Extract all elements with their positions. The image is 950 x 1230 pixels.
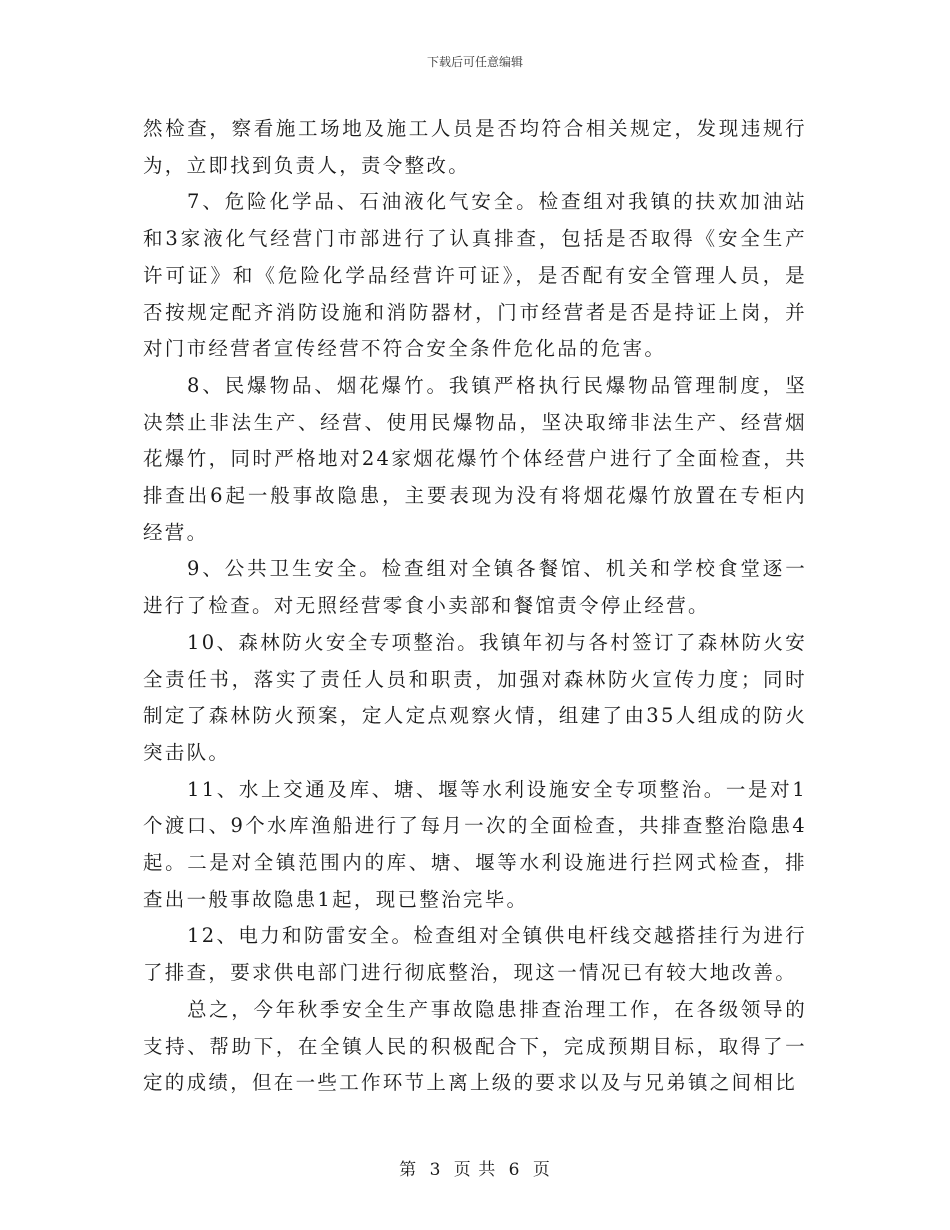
total-page-count: 6 — [508, 1160, 521, 1180]
paragraph: 10、森林防火安全专项整治。我镇年初与各村签订了森林防火安全责任书，落实了责任人员和职责，加强对森林防火宣传力度；同时制定了森林防火预案，定人定点观察火情，组建了由35人组成的防火突击队。 — [143, 630, 807, 764]
paragraph: 11、水上交通及库、塘、堰等水利设施安全专项整治。一是对1个渡口、9个水库渔船进行了每月一次的全面检查，共排查整治隐患4起。二是对全镇范围内的库、塘、堰等水利设施进行拦网式检查，排查出一般事故隐患1起，现已整治完毕。 — [143, 777, 807, 911]
paragraph: 9、公共卫生安全。检查组对全镇各餐馆、机关和学校食堂逐一进行了检查。对无照经营零食小卖部和餐馆责令停止经营。 — [143, 557, 807, 618]
footer-suffix: 页 — [532, 1160, 551, 1180]
page-footer — [0, 1155, 950, 1180]
footer-prefix: 第 — [399, 1160, 418, 1180]
paragraph: 总之，今年秋季安全生产事故隐患排查治理工作，在各级领导的支持、帮助下，在全镇人民的积极配合下，完成预期目标，取得了一定的成绩，但在一些工作环节上离上级的要求以及与兄弟镇之间相比 — [143, 997, 807, 1095]
page-header: 下载后可任意编辑 — [426, 55, 523, 69]
paragraph: 12、电力和防雷安全。检查组对全镇供电杆线交越搭挂行为进行了排查，要求供电部门进行彻底整治，现这一情况已有较大地改善。 — [143, 924, 807, 985]
paragraph: 8、民爆物品、烟花爆竹。我镇严格执行民爆物品管理制度，坚决禁止非法生产、经营、使用民爆物品，坚决取缔非法生产、经营烟花爆竹，同时严格地对24家烟花爆竹个体经营户进行了全面检查，共排查出6起一般事故隐患，主要表现为没有将烟花爆竹放置在专柜内经营。 — [143, 373, 807, 544]
current-page-number: 3 — [429, 1160, 442, 1180]
footer-middle: 页 共 — [453, 1160, 497, 1180]
document-body — [143, 111, 807, 1102]
paragraph: 7、危险化学品、石油液化气安全。检查组对我镇的扶欢加油站和3家液化气经营门市部进行了认真排查，包括是否取得《安全生产许可证》和《危险化学品经营许可证》，是否配有安全管理人员，是否按规定配齐消防设施和消防器材，门市经营者是否是持证上岗，并对门市经营者宣传经营不符合安全条件危化品的危害。 — [143, 190, 807, 361]
paragraph: 然检查，察看施工场地及施工人员是否均符合相关规定，发现违规行为，立即找到负责人，责令整改。 — [143, 117, 807, 177]
